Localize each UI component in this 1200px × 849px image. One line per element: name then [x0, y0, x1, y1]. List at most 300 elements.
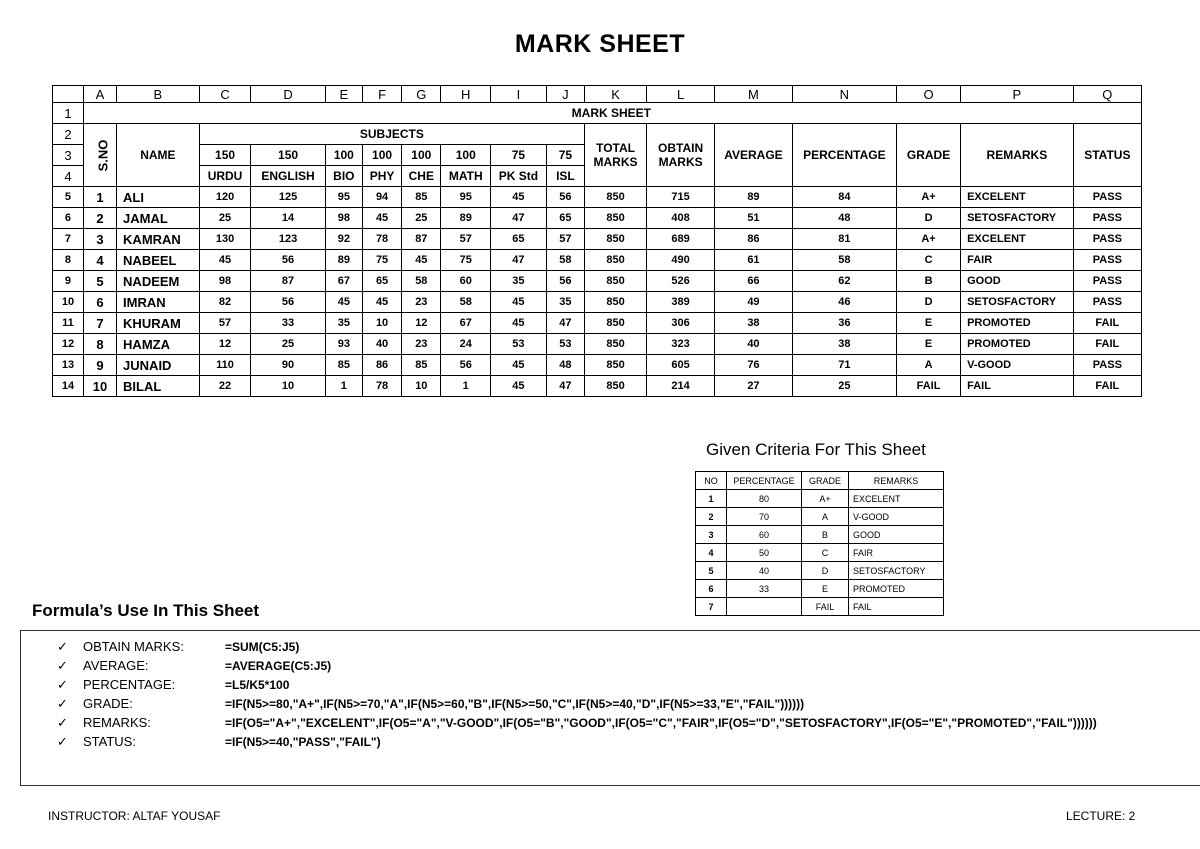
mark-cell: 123: [251, 229, 325, 250]
percentage-cell: 48: [792, 208, 896, 229]
subject-max-marks: 100: [402, 145, 441, 166]
percentage-cell: 36: [792, 313, 896, 334]
mark-cell: 75: [362, 250, 401, 271]
average-cell: 49: [715, 292, 792, 313]
sno-header: S.NO: [83, 124, 116, 187]
obtain-marks-cell: 605: [647, 355, 715, 376]
mark-cell: 95: [441, 187, 491, 208]
obtain-marks-cell: 490: [647, 250, 715, 271]
sno-cell: 1: [83, 187, 116, 208]
criteria-grade: D: [802, 562, 849, 580]
criteria-remarks: FAIL: [849, 598, 944, 616]
mark-cell: 33: [251, 313, 325, 334]
mark-cell: 57: [199, 313, 251, 334]
formula-line: [57, 696, 804, 712]
mark-cell: 1: [325, 376, 362, 397]
mark-cell: 45: [362, 208, 401, 229]
obtain-marks-cell: 306: [647, 313, 715, 334]
mark-cell: 35: [325, 313, 362, 334]
mark-cell: 87: [402, 229, 441, 250]
row-number[interactable]: 9: [53, 271, 84, 292]
column-letter[interactable]: C: [199, 86, 251, 103]
mark-cell: 57: [546, 229, 584, 250]
row-number[interactable]: 7: [53, 229, 84, 250]
grade-cell: E: [897, 313, 961, 334]
status-cell: FAIL: [1073, 376, 1141, 397]
mark-cell: 90: [251, 355, 325, 376]
checkmark-icon: ✓: [57, 658, 68, 673]
mark-cell: 98: [199, 271, 251, 292]
obtain-marks-cell: 323: [647, 334, 715, 355]
subject-name: URDU: [199, 166, 251, 187]
average-cell: 27: [715, 376, 792, 397]
remarks-cell: FAIR: [961, 250, 1074, 271]
criteria-no: 7: [696, 598, 727, 616]
checkmark-icon: ✓: [57, 696, 68, 711]
mark-cell: 35: [491, 271, 547, 292]
grade-cell: A: [897, 355, 961, 376]
total-marks-cell: 850: [585, 376, 647, 397]
criteria-percentage: 33: [727, 580, 802, 598]
table-row: [53, 187, 1142, 208]
mark-cell: 65: [362, 271, 401, 292]
mark-cell: 45: [491, 355, 547, 376]
name-cell: HAMZA: [117, 334, 200, 355]
mark-cell: 47: [491, 250, 547, 271]
formula-label: AVERAGE:: [83, 658, 149, 673]
mark-cell: 125: [251, 187, 325, 208]
mark-cell: 12: [199, 334, 251, 355]
column-letter[interactable]: O: [897, 86, 961, 103]
subject-name: PHY: [362, 166, 401, 187]
column-letter[interactable]: P: [961, 86, 1074, 103]
percentage-cell: 46: [792, 292, 896, 313]
formula-label: STATUS:: [83, 734, 136, 749]
remarks-cell: GOOD: [961, 271, 1074, 292]
criteria-grade: B: [802, 526, 849, 544]
remarks-cell: SETOSFACTORY: [961, 292, 1074, 313]
name-cell: JUNAID: [117, 355, 200, 376]
mark-cell: 56: [546, 187, 584, 208]
total-marks-cell: 850: [585, 313, 647, 334]
name-header: NAME: [117, 124, 200, 187]
row-number[interactable]: 1: [53, 103, 84, 124]
column-letter[interactable]: Q: [1073, 86, 1141, 103]
table-row: [53, 271, 1142, 292]
grade-header: GRADE: [897, 124, 961, 187]
criteria-grade: E: [802, 580, 849, 598]
grade-cell: A+: [897, 229, 961, 250]
total-marks-cell: 850: [585, 187, 647, 208]
row-number[interactable]: 10: [53, 292, 84, 313]
criteria-no: 1: [696, 490, 727, 508]
table-row: [53, 250, 1142, 271]
mark-cell: 56: [251, 250, 325, 271]
row-number[interactable]: 5: [53, 187, 84, 208]
average-cell: 40: [715, 334, 792, 355]
mark-cell: 58: [441, 292, 491, 313]
column-header-row: [53, 86, 1142, 103]
criteria-row: [696, 490, 944, 508]
column-letter[interactable]: M: [715, 86, 792, 103]
row-number[interactable]: 3: [53, 145, 84, 166]
mark-cell: 24: [441, 334, 491, 355]
subject-max-marks: 100: [325, 145, 362, 166]
sno-cell: 6: [83, 292, 116, 313]
average-cell: 38: [715, 313, 792, 334]
mark-cell: 48: [546, 355, 584, 376]
criteria-row: [696, 580, 944, 598]
obtain-marks-cell: 408: [647, 208, 715, 229]
name-cell: IMRAN: [117, 292, 200, 313]
criteria-grade: A: [802, 508, 849, 526]
obtain-marks-cell: 715: [647, 187, 715, 208]
instructor-label: INSTRUCTOR: ALTAF YOUSAF: [48, 809, 221, 823]
average-cell: 51: [715, 208, 792, 229]
page-title: MARK SHEET: [514, 30, 686, 58]
mark-sheet-table: [52, 85, 1142, 397]
formula-expression: =IF(N5>=40,"PASS","FAIL"): [225, 735, 381, 749]
name-cell: BILAL: [117, 376, 200, 397]
obtain-marks-cell: 214: [647, 376, 715, 397]
mark-cell: 82: [199, 292, 251, 313]
status-cell: PASS: [1073, 208, 1141, 229]
mark-cell: 1: [441, 376, 491, 397]
mark-cell: 78: [362, 229, 401, 250]
total-marks-cell: 850: [585, 271, 647, 292]
percentage-cell: 25: [792, 376, 896, 397]
mark-cell: 110: [199, 355, 251, 376]
row-number[interactable]: 4: [53, 166, 84, 187]
mark-cell: 12: [402, 313, 441, 334]
sno-cell: 5: [83, 271, 116, 292]
sno-cell: 10: [83, 376, 116, 397]
mark-cell: 92: [325, 229, 362, 250]
mark-cell: 10: [362, 313, 401, 334]
grade-cell: C: [897, 250, 961, 271]
mark-cell: 25: [251, 334, 325, 355]
criteria-remarks: EXCELENT: [849, 490, 944, 508]
remarks-header: REMARKS: [961, 124, 1074, 187]
status-cell: FAIL: [1073, 334, 1141, 355]
column-letter[interactable]: L: [647, 86, 715, 103]
criteria-remarks: SETOSFACTORY: [849, 562, 944, 580]
total-marks-cell: 850: [585, 208, 647, 229]
sno-cell: 8: [83, 334, 116, 355]
row-number[interactable]: 8: [53, 250, 84, 271]
average-cell: 89: [715, 187, 792, 208]
name-cell: NADEEM: [117, 271, 200, 292]
sno-cell: 2: [83, 208, 116, 229]
criteria-grade: FAIL: [802, 598, 849, 616]
criteria-no: 5: [696, 562, 727, 580]
criteria-grade: C: [802, 544, 849, 562]
criteria-row: [696, 544, 944, 562]
criteria-no: 4: [696, 544, 727, 562]
table-row: [53, 313, 1142, 334]
obtain-marks-cell: 689: [647, 229, 715, 250]
mark-cell: 85: [402, 355, 441, 376]
mark-cell: 47: [491, 208, 547, 229]
mark-cell: 95: [325, 187, 362, 208]
column-letter[interactable]: N: [792, 86, 896, 103]
criteria-percentage: 70: [727, 508, 802, 526]
mark-cell: 87: [251, 271, 325, 292]
column-letter[interactable]: B: [117, 86, 200, 103]
mark-cell: 22: [199, 376, 251, 397]
mark-cell: 45: [491, 187, 547, 208]
mark-cell: 58: [402, 271, 441, 292]
mark-cell: 56: [546, 271, 584, 292]
subject-max-marks: 100: [441, 145, 491, 166]
mark-cell: 45: [199, 250, 251, 271]
formula-line: [57, 715, 1097, 731]
formula-expression: =SUM(C5:J5): [225, 640, 300, 654]
mark-cell: 53: [546, 334, 584, 355]
subject-max-marks: 150: [251, 145, 325, 166]
table-row: [53, 376, 1142, 397]
total-marks-cell: 850: [585, 292, 647, 313]
percentage-cell: 81: [792, 229, 896, 250]
grade-cell: A+: [897, 187, 961, 208]
percentage-cell: 84: [792, 187, 896, 208]
mark-cell: 40: [362, 334, 401, 355]
mark-cell: 98: [325, 208, 362, 229]
formula-label: OBTAIN MARKS:: [83, 639, 184, 654]
table-row: [53, 208, 1142, 229]
formula-line: [57, 639, 299, 655]
grade-cell: FAIL: [897, 376, 961, 397]
total-marks-cell: 850: [585, 229, 647, 250]
subject-name: CHE: [402, 166, 441, 187]
formula-expression: =IF(O5="A+","EXCELENT",IF(O5="A","V-GOOD",IF(O5="B","GOOD",IF(O5="C","FAIR",IF(O5="D","SETOSFACTORY",IF(O5="E","PROMOTED","FAIL")))))): [225, 716, 1097, 730]
status-cell: PASS: [1073, 250, 1141, 271]
row-number[interactable]: 11: [53, 313, 84, 334]
grade-cell: E: [897, 334, 961, 355]
column-letter[interactable]: E: [325, 86, 362, 103]
remarks-cell: EXCELENT: [961, 187, 1074, 208]
mark-cell: 23: [402, 334, 441, 355]
mark-cell: 60: [441, 271, 491, 292]
subject-name: PK Std: [491, 166, 547, 187]
criteria-no: 2: [696, 508, 727, 526]
criteria-header: GRADE: [802, 472, 849, 490]
mark-cell: 47: [546, 376, 584, 397]
column-letter[interactable]: K: [585, 86, 647, 103]
sheet-banner: MARK SHEET: [83, 103, 1141, 124]
mark-cell: 45: [491, 292, 547, 313]
remarks-cell: EXCELENT: [961, 229, 1074, 250]
percentage-cell: 38: [792, 334, 896, 355]
mark-cell: 45: [362, 292, 401, 313]
status-cell: PASS: [1073, 271, 1141, 292]
mark-cell: 120: [199, 187, 251, 208]
mark-cell: 47: [546, 313, 584, 334]
mark-cell: 67: [441, 313, 491, 334]
mark-cell: 65: [491, 229, 547, 250]
criteria-row: [696, 598, 944, 616]
criteria-remarks: PROMOTED: [849, 580, 944, 598]
sno-cell: 4: [83, 250, 116, 271]
name-cell: ALI: [117, 187, 200, 208]
total-marks-cell: 850: [585, 334, 647, 355]
table-row: [53, 355, 1142, 376]
mark-cell: 86: [362, 355, 401, 376]
status-cell: PASS: [1073, 292, 1141, 313]
mark-cell: 56: [251, 292, 325, 313]
column-letter[interactable]: H: [441, 86, 491, 103]
status-cell: PASS: [1073, 355, 1141, 376]
mark-cell: 10: [251, 376, 325, 397]
criteria-percentage: 60: [727, 526, 802, 544]
total-marks-cell: 850: [585, 250, 647, 271]
formula-expression: =IF(N5>=80,"A+",IF(N5>=70,"A",IF(N5>=60,"B",IF(N5>=50,"C",IF(N5>=40,"D",IF(N5>=33,"E","FAIL")))))): [225, 697, 805, 711]
mark-cell: 45: [325, 292, 362, 313]
criteria-no: 6: [696, 580, 727, 598]
row-number[interactable]: 6: [53, 208, 84, 229]
mark-cell: 45: [491, 313, 547, 334]
formula-line: [57, 734, 381, 750]
row-number[interactable]: 14: [53, 376, 84, 397]
mark-cell: 10: [402, 376, 441, 397]
criteria-percentage: 40: [727, 562, 802, 580]
mark-cell: 23: [402, 292, 441, 313]
mark-cell: 25: [199, 208, 251, 229]
column-letter[interactable]: D: [251, 86, 325, 103]
average-cell: 76: [715, 355, 792, 376]
table-row: [53, 292, 1142, 313]
mark-cell: 45: [402, 250, 441, 271]
mark-cell: 94: [362, 187, 401, 208]
checkmark-icon: ✓: [57, 715, 68, 730]
criteria-table: [695, 471, 944, 616]
criteria-remarks: V-GOOD: [849, 508, 944, 526]
mark-cell: 130: [199, 229, 251, 250]
mark-cell: 25: [402, 208, 441, 229]
subject-name: BIO: [325, 166, 362, 187]
checkmark-icon: ✓: [57, 677, 68, 692]
criteria-remarks: FAIR: [849, 544, 944, 562]
obtain-marks-cell: 526: [647, 271, 715, 292]
name-cell: NABEEL: [117, 250, 200, 271]
average-cell: 66: [715, 271, 792, 292]
column-letter[interactable]: I: [491, 86, 547, 103]
mark-cell: 65: [546, 208, 584, 229]
percentage-cell: 58: [792, 250, 896, 271]
mark-cell: 85: [325, 355, 362, 376]
mark-cell: 45: [491, 376, 547, 397]
status-cell: PASS: [1073, 187, 1141, 208]
remarks-cell: PROMOTED: [961, 334, 1074, 355]
remarks-cell: PROMOTED: [961, 313, 1074, 334]
average-cell: 86: [715, 229, 792, 250]
name-cell: KHURAM: [117, 313, 200, 334]
mark-cell: 67: [325, 271, 362, 292]
column-letter[interactable]: J: [546, 86, 584, 103]
percentage-cell: 71: [792, 355, 896, 376]
criteria-percentage: 80: [727, 490, 802, 508]
row-number[interactable]: 12: [53, 334, 84, 355]
mark-cell: 93: [325, 334, 362, 355]
formula-line: [57, 658, 331, 674]
mark-cell: 75: [441, 250, 491, 271]
mark-cell: 57: [441, 229, 491, 250]
subject-max-marks: 75: [491, 145, 547, 166]
percentage-header: PERCENTAGE: [792, 124, 896, 187]
criteria-header: REMARKS: [849, 472, 944, 490]
criteria-row: [696, 526, 944, 544]
obtain-marks-header: OBTAIN MARKS: [647, 124, 715, 187]
name-cell: KAMRAN: [117, 229, 200, 250]
subject-max-marks: 75: [546, 145, 584, 166]
grade-cell: D: [897, 292, 961, 313]
remarks-cell: FAIL: [961, 376, 1074, 397]
formula-label: PERCENTAGE:: [83, 677, 176, 692]
column-letter[interactable]: A: [83, 86, 116, 103]
column-letter[interactable]: F: [362, 86, 401, 103]
column-letter[interactable]: G: [402, 86, 441, 103]
formula-expression: =AVERAGE(C5:J5): [225, 659, 332, 673]
checkmark-icon: ✓: [57, 639, 68, 654]
status-cell: PASS: [1073, 229, 1141, 250]
grade-cell: B: [897, 271, 961, 292]
criteria-grade: A+: [802, 490, 849, 508]
mark-cell: 14: [251, 208, 325, 229]
sno-cell: 7: [83, 313, 116, 334]
total-marks-cell: 850: [585, 355, 647, 376]
mark-cell: 35: [546, 292, 584, 313]
subject-name: MATH: [441, 166, 491, 187]
criteria-row: [696, 508, 944, 526]
criteria-percentage: 50: [727, 544, 802, 562]
formulas-box: [20, 630, 1200, 786]
row-number[interactable]: 13: [53, 355, 84, 376]
sno-cell: 9: [83, 355, 116, 376]
mark-cell: 78: [362, 376, 401, 397]
table-row: [53, 229, 1142, 250]
formulas-title: Formula’s Use In This Sheet: [32, 601, 260, 620]
select-all-corner[interactable]: [53, 86, 84, 103]
row-number[interactable]: 2: [53, 124, 84, 145]
formula-label: REMARKS:: [83, 715, 151, 730]
lecture-label: LECTURE: 2: [1066, 809, 1136, 823]
mark-cell: 56: [441, 355, 491, 376]
mark-cell: 89: [441, 208, 491, 229]
formula-line: [57, 677, 289, 693]
sno-cell: 3: [83, 229, 116, 250]
subjects-header: SUBJECTS: [199, 124, 584, 145]
criteria-header: NO: [696, 472, 727, 490]
subject-max-marks: 150: [199, 145, 251, 166]
average-cell: 61: [715, 250, 792, 271]
remarks-cell: V-GOOD: [961, 355, 1074, 376]
criteria-row: [696, 562, 944, 580]
name-cell: JAMAL: [117, 208, 200, 229]
percentage-cell: 62: [792, 271, 896, 292]
formula-expression: =L5/K5*100: [225, 678, 290, 692]
criteria-header: PERCENTAGE: [727, 472, 802, 490]
criteria-remarks: GOOD: [849, 526, 944, 544]
subject-name: ISL: [546, 166, 584, 187]
subject-name: ENGLISH: [251, 166, 325, 187]
remarks-cell: SETOSFACTORY: [961, 208, 1074, 229]
table-row: [53, 334, 1142, 355]
grade-cell: D: [897, 208, 961, 229]
subject-max-marks: 100: [362, 145, 401, 166]
status-cell: FAIL: [1073, 313, 1141, 334]
mark-cell: 85: [402, 187, 441, 208]
obtain-marks-cell: 389: [647, 292, 715, 313]
